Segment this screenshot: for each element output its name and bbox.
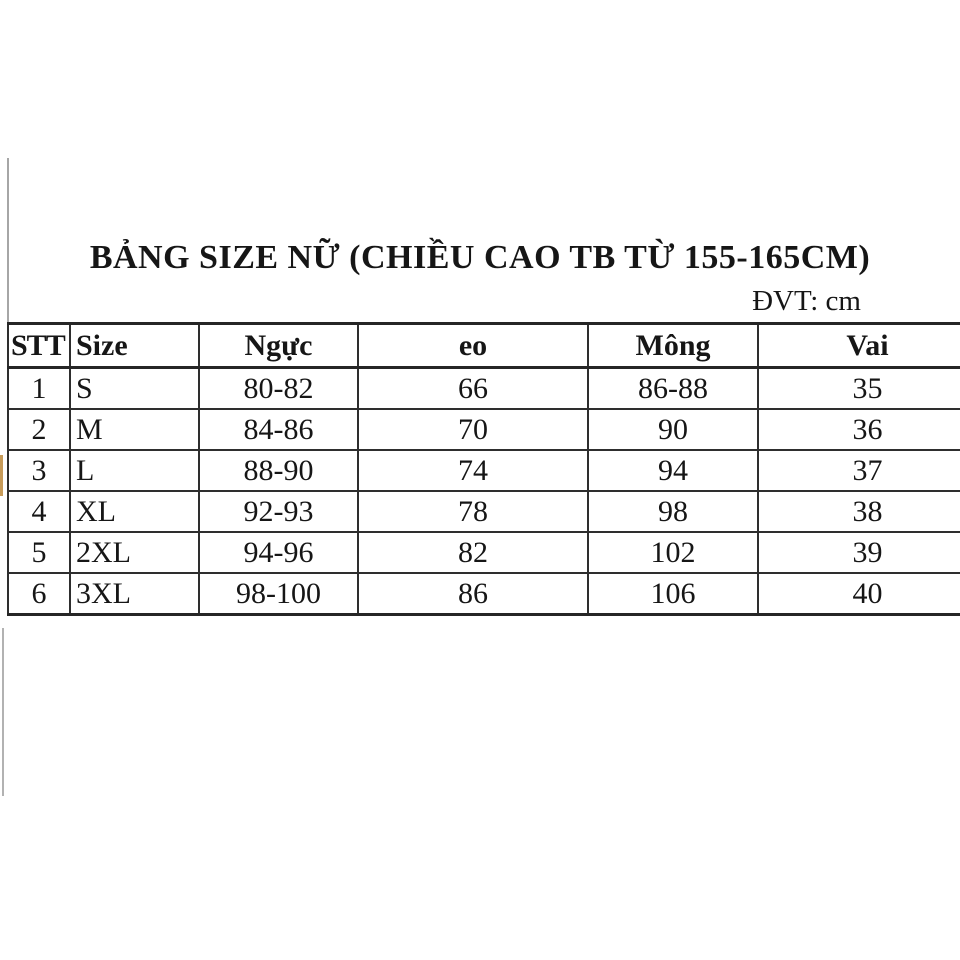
table-cell: 84-86 xyxy=(199,409,358,450)
table-cell: 94-96 xyxy=(199,532,358,573)
table-cell: 98-100 xyxy=(199,573,358,615)
table-cell: XL xyxy=(70,491,199,532)
table-cell: S xyxy=(70,368,199,410)
table-cell: 82 xyxy=(358,532,588,573)
table-cell: 98 xyxy=(588,491,758,532)
table-row xyxy=(8,532,960,573)
column-header: Size xyxy=(70,324,199,368)
header-row xyxy=(8,324,960,368)
table-cell: 38 xyxy=(758,491,960,532)
column-header: Mông xyxy=(588,324,758,368)
size-table-body xyxy=(8,368,960,615)
table-row xyxy=(8,573,960,615)
table-cell: 36 xyxy=(758,409,960,450)
table-cell: 66 xyxy=(358,368,588,410)
table-cell: 3 xyxy=(8,450,70,491)
table-cell: 80-82 xyxy=(199,368,358,410)
table-cell: 86-88 xyxy=(588,368,758,410)
table-cell: 37 xyxy=(758,450,960,491)
table-cell: 86 xyxy=(358,573,588,615)
unit-note: ĐVT: cm xyxy=(752,285,861,317)
table-cell: 6 xyxy=(8,573,70,615)
table-cell: 102 xyxy=(588,532,758,573)
column-header: STT xyxy=(8,324,70,368)
table-cell: 70 xyxy=(358,409,588,450)
column-header: Vai xyxy=(758,324,960,368)
table-cell: 92-93 xyxy=(199,491,358,532)
table-cell: 74 xyxy=(358,450,588,491)
size-table xyxy=(7,322,960,616)
table-cell: 4 xyxy=(8,491,70,532)
table-row xyxy=(8,368,960,410)
table-cell: 35 xyxy=(758,368,960,410)
column-header: Ngực xyxy=(199,324,358,368)
table-cell: 40 xyxy=(758,573,960,615)
table-cell: 39 xyxy=(758,532,960,573)
table-cell: 3XL xyxy=(70,573,199,615)
table-cell: 94 xyxy=(588,450,758,491)
page-title: BẢNG SIZE NỮ (CHIỀU CAO TB TỪ 155-165CM) xyxy=(89,239,871,276)
table-cell: 5 xyxy=(8,532,70,573)
table-cell: 106 xyxy=(588,573,758,615)
column-header: eo xyxy=(358,324,588,368)
table-cell: 90 xyxy=(588,409,758,450)
size-table-header xyxy=(8,324,960,368)
table-cell: L xyxy=(70,450,199,491)
table-cell: 88-90 xyxy=(199,450,358,491)
left-edge-highlight-artifact xyxy=(0,455,3,496)
stray-vertical-line-below-table xyxy=(2,628,4,796)
table-row xyxy=(8,409,960,450)
table-cell: 2 xyxy=(8,409,70,450)
table-cell: 1 xyxy=(8,368,70,410)
table-row xyxy=(8,491,960,532)
table-cell: M xyxy=(70,409,199,450)
table-cell: 78 xyxy=(358,491,588,532)
table-cell: 2XL xyxy=(70,532,199,573)
table-row xyxy=(8,450,960,491)
